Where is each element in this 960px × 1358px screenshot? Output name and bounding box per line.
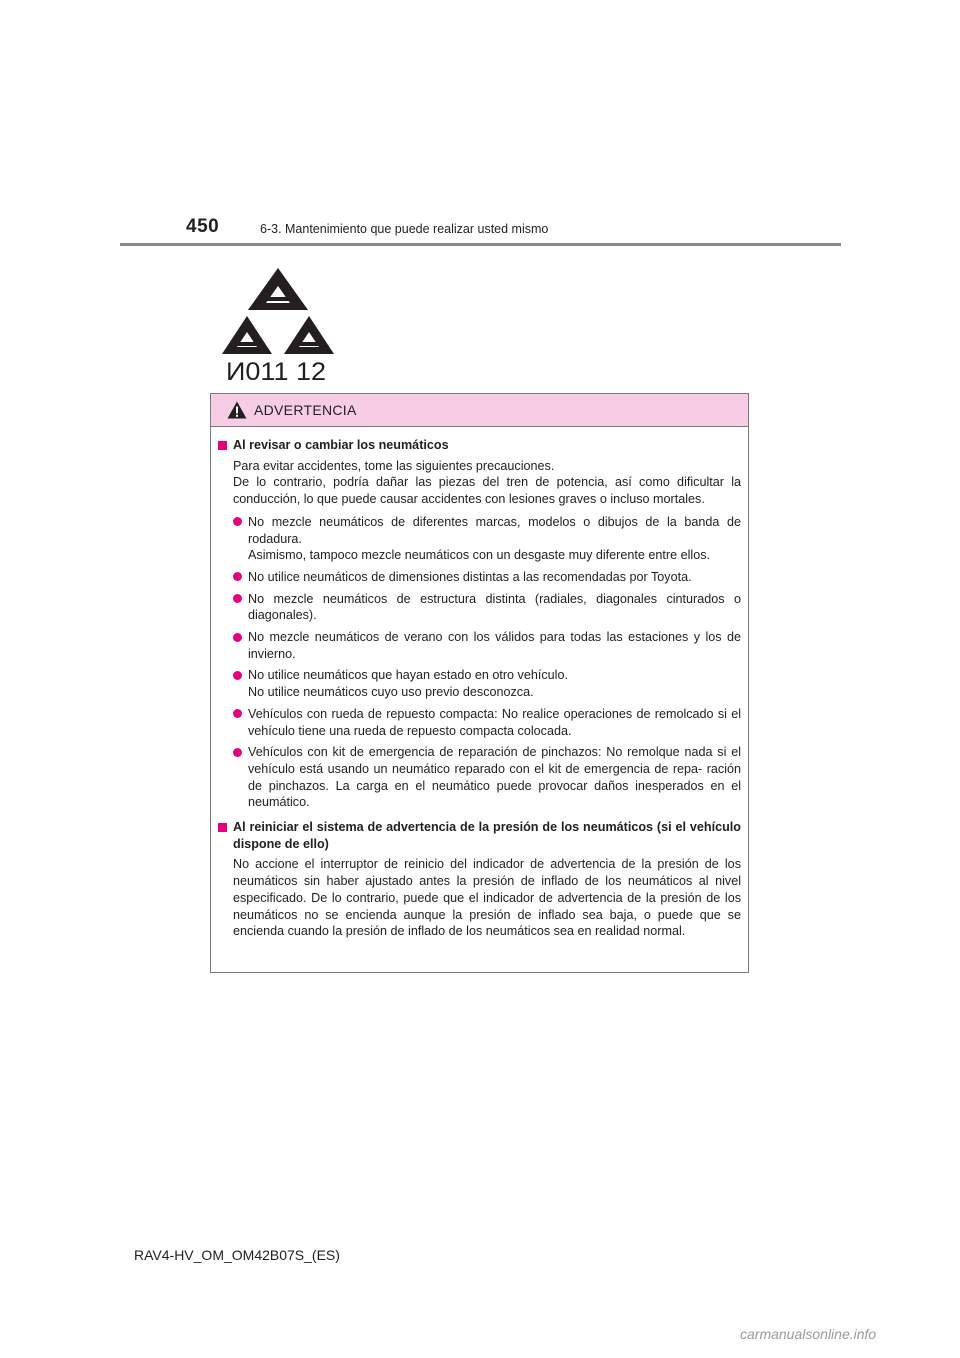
warning-triangle-icon [227, 401, 247, 419]
warning-paragraph: No accione el interruptor de reinicio del indicador de advertencia de la presión de los neumáticos sin haber ajustado antes la presión de inflado de los neumáticos al nivel especificado. De lo contrario, puede que el indicador de advertencia de la presión de los neumáticos no se encienda aunque la presión de inflado sea baja, o puede que se encienda cuando la presión de inflado de los neumáticos sea en realidad normal. [233, 857, 741, 939]
circle-bullet-icon [233, 594, 242, 603]
circle-bullet-icon [233, 671, 242, 680]
watermark: carmanualsonline.info [740, 1326, 877, 1342]
warning-subheading: Al reiniciar el sistema de advertencia de la presión de los neumáticos (si el vehículo dispone de ello) [218, 819, 741, 852]
list-item: Vehículos con rueda de repuesto compacta: No realice operaciones de remolcado si el vehículo tiene una rueda de repuesto compacta colocada. [233, 706, 741, 739]
circle-bullet-icon [233, 572, 242, 581]
list-item: No utilice neumáticos de dimensiones distintas a las recomendadas por Toyota. [233, 569, 741, 586]
list-item: No utilice neumáticos que hayan estado en otro vehículo. No utilice neumáticos cuyo uso previo desconozca. [233, 667, 741, 700]
list-item: No mezcle neumáticos de estructura distinta (radiales, diagonales cinturados o diagonales). [233, 591, 741, 624]
warning-body [211, 427, 748, 940]
square-bullet-icon [218, 823, 227, 832]
warning-bullet-list [218, 514, 741, 811]
list-item: No mezcle neumáticos de diferentes marcas, modelos o dibujos de la banda de rodadura. Asimismo, tampoco mezcle neumáticos con un desgaste muy diferente entre ellos. [233, 514, 741, 564]
document-code: RAV4-HV_OM_OM42B07S_(ES) [134, 1247, 340, 1263]
warning-header [211, 394, 748, 427]
list-item: No mezcle neumáticos de verano con los válidos para todas las estaciones y los de invierno. [233, 629, 741, 662]
warning-paragraph: Para evitar accidentes, tome las siguientes precauciones. De lo contrario, podría dañar las piezas del tren de potencia, así como dificultar la conducción, lo que puede causar accidentes con lesiones graves o incluso mortales. [233, 458, 741, 507]
header-rule [120, 243, 841, 246]
warning-box [210, 393, 749, 973]
circle-bullet-icon [233, 709, 242, 718]
circle-bullet-icon [233, 633, 242, 642]
section-title: 6-3. Mantenimiento que puede realizar usted mismo [260, 222, 549, 236]
tire-category-triangle-mark-icon [222, 266, 334, 384]
square-bullet-icon [218, 441, 227, 450]
warning-subheading: Al revisar o cambiar los neumáticos [218, 437, 741, 454]
tire-mark-code: И011 12 [226, 358, 326, 384]
warning-title: ADVERTENCIA [254, 402, 357, 418]
list-item: Vehículos con kit de emergencia de reparación de pinchazos: No remolque nada si el vehículo está usando un neumático reparado con el kit de emergencia de repa- ración de pinchazos. La carga en el neumático puede provocar daños inesperados en el neumático. [233, 744, 741, 811]
circle-bullet-icon [233, 517, 242, 526]
circle-bullet-icon [233, 748, 242, 757]
page-number: 450 [186, 216, 220, 237]
